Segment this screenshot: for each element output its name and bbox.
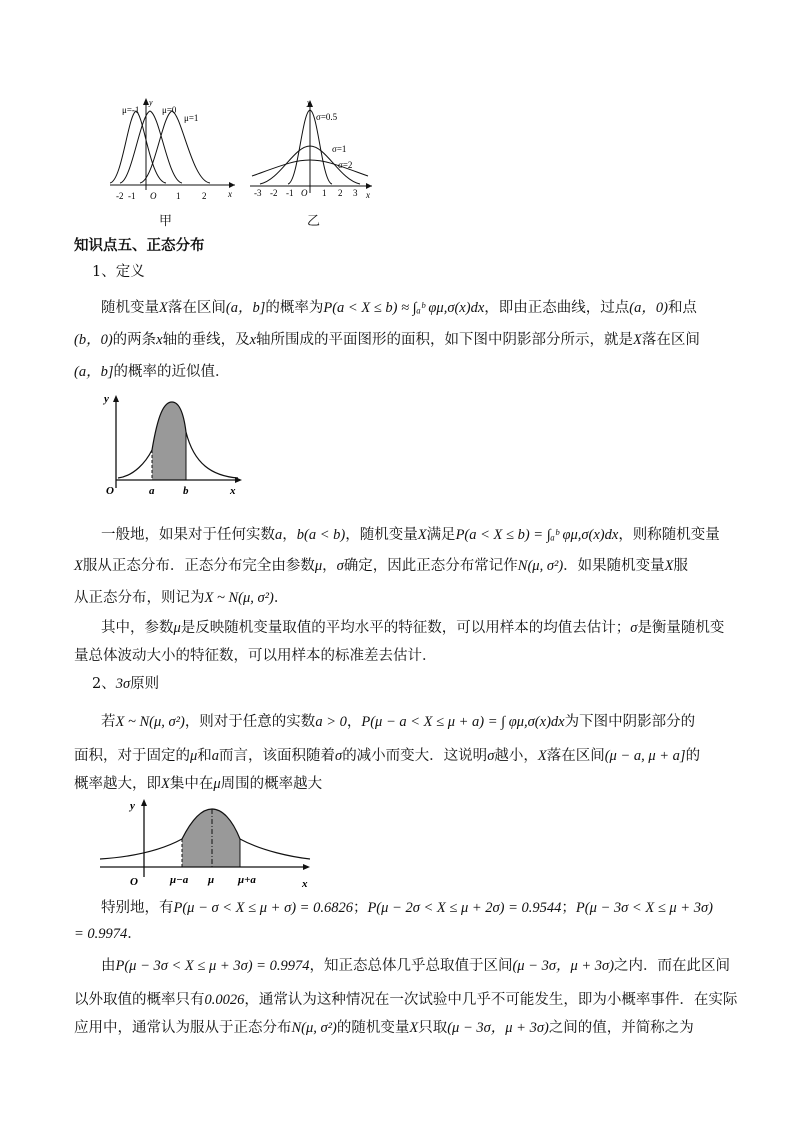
axis-x-label: x: [228, 189, 232, 199]
subsection-definition: 1、定义: [92, 264, 145, 280]
text: 服从正态分布．正态分布完全由参数: [82, 558, 315, 574]
mu-label-2: μ=0: [162, 105, 177, 115]
tick-b: b: [183, 485, 189, 497]
axis-y-label: y: [149, 98, 153, 107]
tick: -2: [116, 191, 124, 201]
axis-x-label: x: [366, 190, 370, 200]
text: 轴的垂线，及: [162, 332, 250, 348]
math-a: a: [211, 748, 220, 764]
math-X: X: [161, 776, 170, 792]
text: 周围的概率越大: [220, 776, 323, 792]
text: 和点: [667, 300, 697, 316]
text: 以外取值的概率只有: [74, 992, 205, 1008]
figure-shaded-ab: [100, 392, 250, 500]
text: 集中在: [169, 776, 214, 792]
paragraph-conclusion-line2: [74, 990, 737, 1010]
math-prob-3sigma: P(μ − 3σ < X ≤ μ + 3σ): [575, 900, 713, 916]
math-formula-integral: P(μ − a < X ≤ μ + a) = ∫ φμ,σ(x)dx: [361, 714, 565, 730]
text: 的: [685, 748, 701, 764]
text: ；: [561, 900, 576, 916]
text: 从正态分布，则记为: [74, 590, 205, 606]
section-title: 知识点五、正态分布: [74, 238, 205, 254]
math-dist: X ~ N(μ, σ²): [115, 714, 185, 730]
math-point-b: (b，0): [74, 332, 113, 348]
text: 其中，参数: [101, 620, 174, 636]
math-X: X: [159, 300, 168, 316]
figure-mu-curves: [110, 95, 240, 210]
math-X: X: [537, 748, 547, 764]
text: 的概率为: [265, 300, 324, 316]
paragraph-definition-line2: [74, 330, 700, 350]
tick: -1: [128, 191, 136, 201]
text: 面积，对于固定的: [74, 748, 190, 764]
text: ，则称随机变量: [618, 527, 720, 543]
tick: 2: [202, 191, 207, 201]
text: 由: [101, 958, 116, 974]
math-value: = 0.9974: [74, 926, 128, 942]
text: 的减小而变大．这说明: [342, 748, 488, 764]
math-mu: μ: [173, 620, 181, 636]
text: 落在区间: [546, 748, 605, 764]
text: 量总体波动大小的特征数，可以用样本的标准差去估计．: [74, 648, 437, 664]
text: ．: [127, 926, 142, 942]
tick: -1: [286, 188, 294, 198]
mu-label-1: μ=-1: [122, 105, 140, 115]
math-X: X: [74, 558, 83, 574]
tick: -2: [270, 188, 278, 198]
math-sigma: σ: [335, 748, 343, 764]
subsection-3sigma: [92, 674, 159, 694]
math-cond: a > 0: [315, 714, 347, 730]
text: 的随机变量: [336, 1020, 410, 1036]
text: ．如果随机变量: [563, 558, 665, 574]
tick: O: [301, 188, 308, 198]
math-sigma: σ: [487, 748, 495, 764]
text: ，则对于任意的实数: [184, 714, 316, 730]
math-formula-integral: P(a < X ≤ b) = ∫ₐᵇ φμ,σ(x)dx: [455, 527, 619, 543]
origin-label: O: [106, 485, 114, 497]
math-prob: 0.0026: [204, 992, 245, 1008]
paragraph-general-line1: 一般地，如果对于任何实数a，b(a < b)，随机变量X满足P(a < X ≤ b) = ∫ₐᵇ φμ,σ(x)dx，则称随机变量: [101, 527, 720, 543]
tick: 3: [353, 188, 358, 198]
text: 的概率的近似值．: [113, 364, 230, 380]
paragraph-conclusion-line1: [101, 956, 730, 976]
caption-yi: 乙: [307, 214, 321, 229]
math-interval-ab: (a，b]: [74, 364, 114, 380]
text: 轴所围成的平面图形的面积，如下图中阴影部分所示，就是: [256, 332, 634, 348]
text: 原则: [130, 676, 160, 692]
origin-label: O: [130, 876, 138, 888]
paragraph-params-line1: [101, 618, 724, 638]
text: ，即由正态曲线，过点: [484, 300, 630, 316]
math-mu: μ: [314, 558, 323, 574]
math-b-cond: b(a < b): [296, 527, 346, 543]
math-point-a: (a，0): [629, 300, 668, 316]
text: 之内．而在此区间: [614, 958, 731, 974]
axis-x-label: x: [230, 485, 236, 497]
text: 满足: [426, 527, 456, 543]
paragraph-3sigma-line1: [101, 712, 695, 732]
math-X: X: [664, 558, 674, 574]
paragraph-definition-line3: [74, 362, 229, 382]
paragraph-conclusion-line3: [74, 1018, 694, 1038]
paragraph-general-line2: X服从正态分布．正态分布完全由参数μ，σ确定，因此正态分布常记作N(μ, σ²)．如果随机变量X服: [74, 558, 689, 574]
text: ，随机变量: [345, 527, 418, 543]
text: 而言，该面积随着: [219, 748, 336, 764]
text: 概率越大，即: [74, 776, 161, 792]
math-mu: μ: [190, 748, 198, 764]
text: 落在区间: [641, 332, 700, 348]
text: 的两条: [112, 332, 157, 348]
text: 2、: [92, 676, 116, 692]
tick-a: a: [149, 485, 155, 497]
math-formula-integral: P(a < X ≤ b) ≈ ∫ₐᵇ φμ,σ(x)dx: [323, 300, 485, 316]
text: 特别地，有: [101, 900, 174, 916]
math-N: N(μ, σ²): [517, 558, 564, 574]
text: ，知正态总体几乎总取值于区间: [309, 958, 513, 974]
tick: 2: [338, 188, 343, 198]
text: 是衡量随机变: [637, 620, 725, 636]
math-a: a: [275, 527, 283, 543]
sigma-label-1: σ=0.5: [316, 112, 338, 122]
tick: 1: [322, 188, 327, 198]
figure-shaded-mu-a: [100, 795, 320, 893]
math-X: X: [633, 332, 642, 348]
sigma-label-2: σ=1: [332, 144, 347, 154]
paragraph-params-line2: [74, 646, 437, 666]
text: 落在区间: [167, 300, 226, 316]
math-interval: (μ − 3σ，μ + 3σ): [512, 958, 615, 974]
text: 若: [101, 714, 116, 730]
paragraph-3sigma-line2: [74, 746, 700, 766]
paragraph-special-line2: [74, 924, 142, 944]
paragraph-special-line1: [101, 898, 713, 918]
math-sigma: σ: [630, 620, 638, 636]
text: 确定，因此正态分布常记作: [343, 558, 518, 574]
math-x: x: [249, 332, 257, 348]
figure-sigma-curves: [250, 98, 380, 208]
paragraph-definition-line1: [101, 298, 697, 318]
text: ，通常认为这种情况在一次试验中几乎不可能发生，即为小概率事件．在实际: [244, 992, 738, 1008]
math-mu: μ: [213, 776, 221, 792]
math-interval: (μ − a, μ + a]: [604, 748, 686, 764]
tick: -3: [254, 188, 262, 198]
text: 服: [673, 558, 689, 574]
math-3sigma: 3σ: [115, 676, 131, 692]
text: ；: [352, 900, 368, 916]
axis-x-label: x: [302, 878, 308, 890]
tick: O: [150, 191, 157, 201]
math-x: x: [156, 332, 163, 348]
text: 和: [197, 748, 212, 764]
text: 之间的值，并简称之为: [548, 1020, 694, 1036]
math-X: X: [417, 527, 427, 543]
math-prob-3sigma: P(μ − 3σ < X ≤ μ + 3σ) = 0.9974: [115, 958, 310, 974]
text: 一般地，如果对于任何实数: [101, 527, 275, 543]
text: 越小，: [494, 748, 538, 764]
math-X: X: [409, 1020, 419, 1036]
tick: 1: [176, 191, 181, 201]
axis-y-label: y: [307, 98, 311, 107]
text: ，: [346, 714, 362, 730]
math-dist: X ~ N(μ, σ²): [204, 590, 274, 606]
text: 应用中，通常认为服从于正态分布: [74, 1020, 292, 1036]
sigma-label-3: σ=2: [338, 160, 353, 170]
caption-jia: 甲: [159, 214, 173, 229]
text: 是反映随机变量取值的平均水平的特征数，可以用样本的均值去估计；: [180, 620, 631, 636]
paragraph-3sigma-line3: [74, 774, 322, 794]
mu-label-3: μ=1: [184, 113, 199, 123]
axis-y-label: y: [104, 393, 109, 405]
math-interval-ab: (a，b]: [225, 300, 266, 316]
math-sigma: σ: [336, 558, 344, 574]
text: 随机变量: [101, 300, 159, 316]
text: 只取: [418, 1020, 448, 1036]
tick-mu-plus-a: μ+a: [238, 874, 256, 886]
paragraph-general-line3: [74, 588, 288, 608]
tick-mu-minus-a: μ−a: [170, 874, 189, 886]
text: 为下图中阴影部分的: [564, 714, 696, 730]
text: ．: [273, 590, 289, 606]
math-N: N(μ, σ²): [291, 1020, 337, 1036]
math-interval: (μ − 3σ，μ + 3σ): [447, 1020, 549, 1036]
tick-mu: μ: [208, 874, 215, 886]
math-prob-2sigma: P(μ − 2σ < X ≤ μ + 2σ) = 0.9544: [367, 900, 562, 916]
math-prob-1sigma: P(μ − σ < X ≤ μ + σ) = 0.6826: [173, 900, 353, 916]
axis-y-label: y: [130, 800, 135, 812]
